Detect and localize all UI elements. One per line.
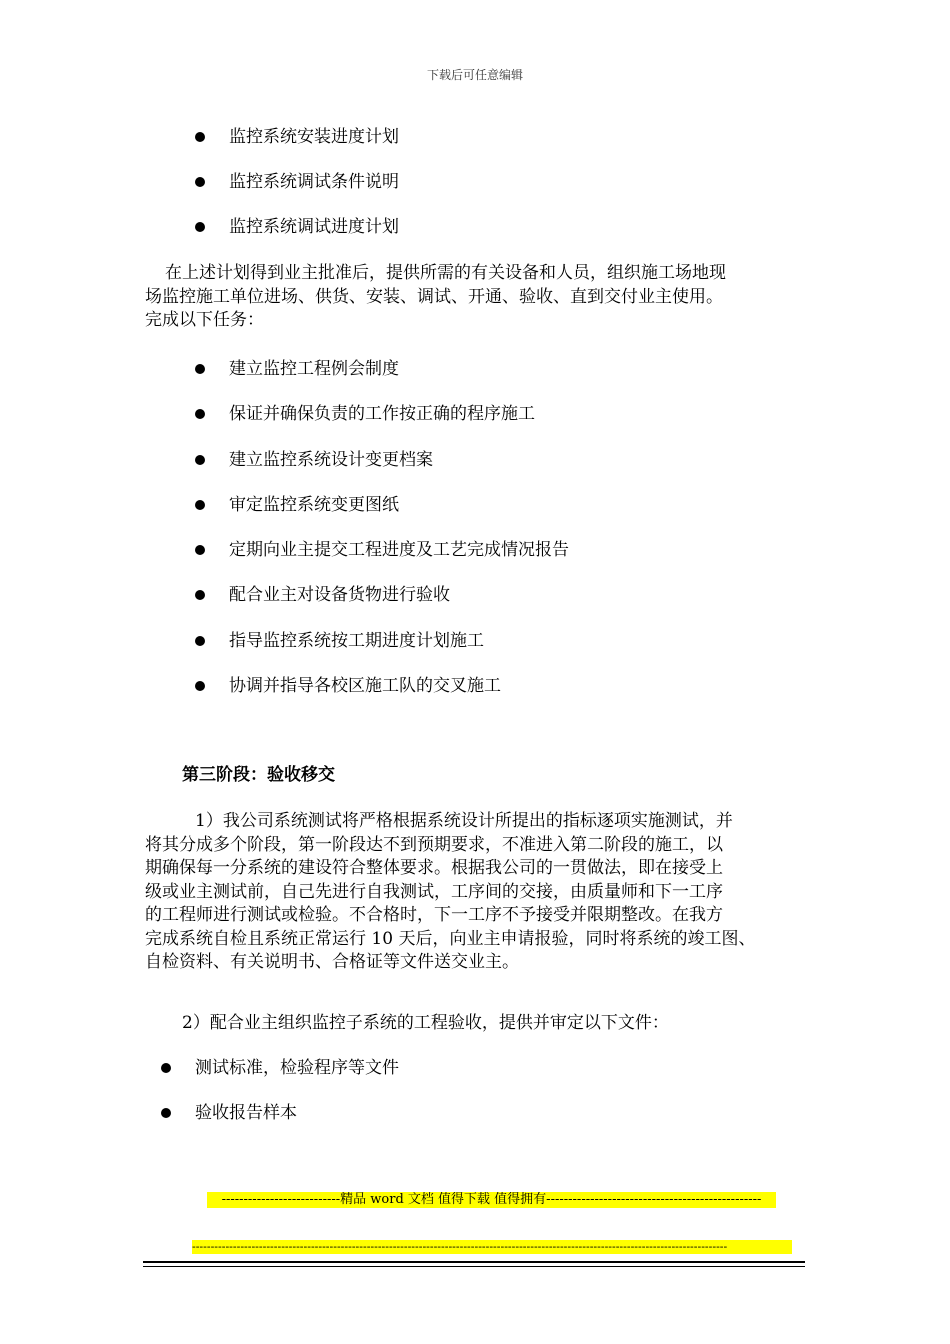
section-heading: 第三阶段：验收移交 [182, 765, 335, 785]
paragraph-acceptance: 2）配合业主组织监控子系统的工程验收，提供并审定以下文件： [182, 1013, 669, 1033]
bullet-icon [161, 1108, 171, 1118]
bullet-icon [195, 500, 205, 510]
bullet-icon [195, 364, 205, 374]
bullet-icon [195, 636, 205, 646]
footer-rule-thin [143, 1266, 805, 1267]
bullet-icon [161, 1063, 171, 1073]
paragraph-intro: 在上述计划得到业主批准后，提供所需的有关设备和人员，组织施工场地现 场监控施工单位进场、供货、安装、调试、开通、验收、直到交付业主使用。 完成以下任务： [145, 263, 726, 330]
footer-banner: ---------------------------精品 word 文档 值得下载 值得拥有------------------------------------------------- [207, 1192, 776, 1208]
page-header: 下载后可任意编辑 [426, 68, 523, 82]
bullet-icon [195, 545, 205, 555]
bullet-icon [195, 590, 205, 600]
footer-rule-thick [143, 1261, 805, 1263]
footer-dash-line: ------------------------------------------------------------------------------------------------------------------------------------------------ [192, 1240, 792, 1254]
bullet-icon [195, 132, 205, 142]
paragraph-testing: 1）我公司系统测试将严格根据系统设计所提出的指标逐项实施测试，并 将其分成多个阶段，第一阶段达不到预期要求，不准进入第二阶段的施工，以 期确保每一分系统的建设符合整体要求。根据我公司的一贯做法，即在接受上 级或业主测试前，自己先进行自我测试，工序间的交接，由质量师和下一工序 的工程师进行测试或检验。不合格时，下一工序不予接受并限期整改。在我方 完成系统自检且系统正常运行 10 天后，向业主申请报验，同时将系统的竣工图、 自检资料、有关说明书、合格证等文件送交业主。 [145, 811, 756, 972]
bullet-icon [195, 455, 205, 465]
bullet-icon [195, 681, 205, 691]
bullet-icon [195, 222, 205, 232]
bullet-icon [195, 409, 205, 419]
bullet-icon [195, 177, 205, 187]
